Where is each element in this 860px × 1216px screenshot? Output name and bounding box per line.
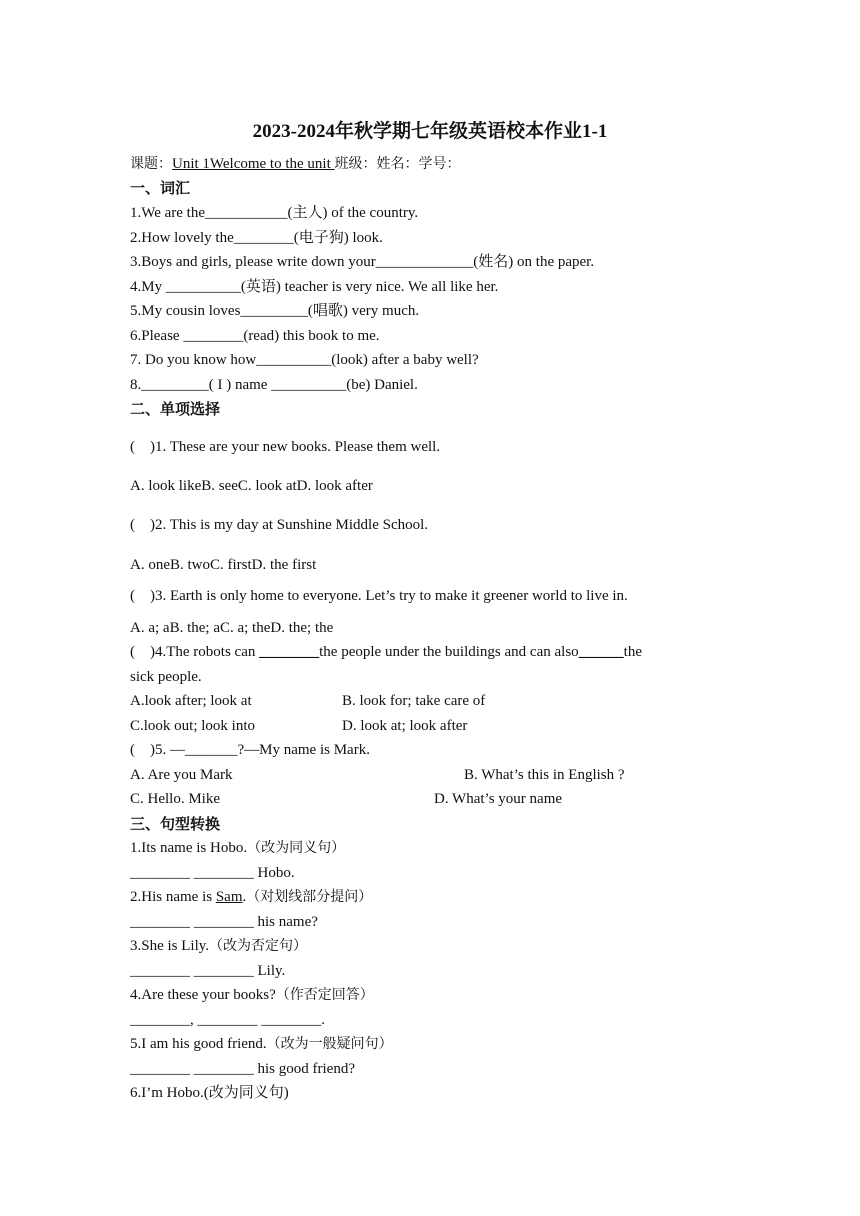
vocab-item-7: 7. Do you know how__________(look) after a baby well? <box>130 352 479 368</box>
transform-item-5: 5.I am his good friend.（改为一般疑问句） <box>130 1036 393 1052</box>
vocab-item-1: 1.We are the___________(主人) of the country. <box>130 205 419 221</box>
section-heading-multiple-choice: 二、单项选择 <box>130 400 221 418</box>
vocab-item-3: 3.Boys and girls, please write down your_____________(姓名) on the paper. <box>130 254 595 270</box>
mc-options-1: A. look likeB. seeC. look atD. look after <box>130 478 373 494</box>
mc-options-2: A. oneB. twoC. firstD. the first <box>130 557 317 573</box>
transform-answer-4: ________, ________ ________. <box>130 1012 325 1028</box>
header-info <box>130 154 461 174</box>
transform-answer-5: ________ ________ his good friend? <box>130 1061 355 1077</box>
mc-option-4c: C.look out; look into <box>130 718 256 734</box>
transform-answer-2: ________ ________ his name? <box>130 914 318 930</box>
transform-item-1: 1.Its name is Hobo.（改为同义句） <box>130 840 346 856</box>
mc-question-1: ( )1. These are your new books. Please them well. <box>130 439 441 455</box>
vocab-item-8: 8._________( I ) name __________(be) Daniel. <box>130 377 418 393</box>
mc-question-2: ( )2. This is my day at Sunshine Middle School. <box>130 517 429 533</box>
transform-answer-3: ________ ________ Lily. <box>130 963 286 979</box>
class-name-id-labels: 班级：姓名：学号： <box>334 156 461 172</box>
subject-label: 课题： <box>130 156 172 172</box>
transform-item-2: 2.His name is Sam.（对划线部分提问） <box>130 889 373 905</box>
vocab-item-2: 2.How lovely the________(电子狗) look. <box>130 230 383 246</box>
transform-item-3: 3.She is Lily.（改为否定句） <box>130 938 308 954</box>
mc-option-5c: C. Hello. Mike <box>130 791 220 807</box>
unit-title: Unit 1Welcome to the unit <box>172 156 335 172</box>
mc-option-4d: D. look at; look after <box>342 718 468 734</box>
mc-question-4: ( )4.The robots can ________the people under the buildings and can also______the <box>130 644 642 660</box>
mc-option-5a: A. Are you Mark <box>130 767 233 783</box>
section-heading-sentence-transformation: 三、句型转换 <box>130 815 221 833</box>
mc-option-5d: D. What’s your name <box>434 791 563 807</box>
vocab-item-4: 4.My __________(英语) teacher is very nice. We all like her. <box>130 279 499 295</box>
section-heading-vocabulary: 一、词汇 <box>130 179 191 197</box>
page-title: 2023-2024年秋学期七年级英语校本作业1-1 <box>252 121 608 142</box>
mc-option-5b: B. What’s this in English ? <box>464 767 625 783</box>
vocab-item-6: 6.Please ________(read) this book to me. <box>130 328 380 344</box>
mc-question-5: ( )5. —_______?—My name is Mark. <box>130 742 370 758</box>
mc-question-4-continued: sick people. <box>130 669 202 685</box>
mc-option-4b: B. look for; take care of <box>342 693 486 709</box>
transform-item-6: 6.I’m Hobo.(改为同义句) <box>130 1085 289 1101</box>
mc-question-3: ( )3. Earth is only home to everyone. Let’s try to make it greener world to live in. <box>130 588 628 604</box>
transform-answer-1: ________ ________ Hobo. <box>130 865 295 881</box>
vocab-item-5: 5.My cousin loves_________(唱歌) very much. <box>130 303 420 319</box>
mc-option-4a: A.look after; look at <box>130 693 252 709</box>
transform-item-4: 4.Are these your books?（作否定回答） <box>130 987 374 1003</box>
mc-options-3: A. a; aB. the; aC. a; theD. the; the <box>130 620 334 636</box>
